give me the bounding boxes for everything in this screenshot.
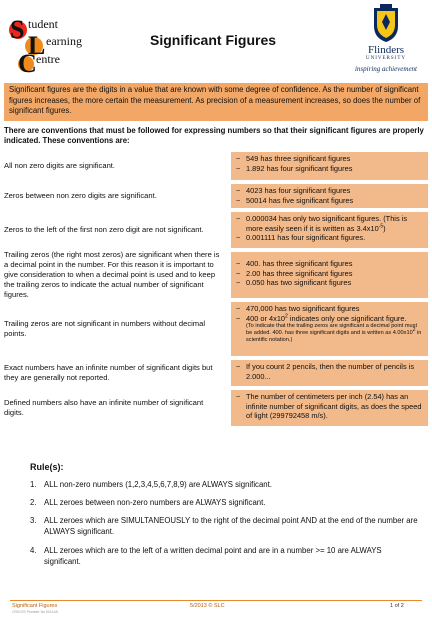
convention-row <box>4 184 428 208</box>
rule-item <box>30 516 420 537</box>
example-item: ~ 0.000034 has only two significant figures. (This is more easily seen if it is written as $3.4x10^{-5}$) <box>235 214 424 233</box>
logo-word-learning: earning <box>46 34 82 48</box>
example-item: ~ 549 has three significant figures <box>235 154 424 164</box>
footer-title: Significant Figures <box>12 603 58 609</box>
university-crest-icon <box>346 4 426 44</box>
example-item: ~ 0.001111 has four significant figures. <box>235 233 424 243</box>
rule-item <box>30 546 420 567</box>
rule-number: 4. <box>30 546 37 555</box>
example-item: ~ The number of centimeters per inch (2.54) has an infinite number of significant digits, as does the speed of light (299792458 m/s). <box>235 392 424 421</box>
footer-divider <box>10 600 422 601</box>
convention-example <box>231 152 428 180</box>
rule-text: ALL zeroes which are to the left of a written decimal point and are in a number >= 10 are ALWAYS significant. <box>44 546 382 566</box>
university-tagline: inspiring achievement <box>354 65 417 73</box>
convention-row <box>4 252 428 298</box>
logo-word-centre: entre <box>36 52 60 66</box>
example-note: (To indicate that the trailing zeros are significant a decimal point must be added. 400. has three significant digits and is written as $4.00x10^2$ in scientific notation.) <box>246 323 422 344</box>
rule-number: 3. <box>30 516 37 525</box>
convention-row <box>4 360 428 386</box>
example-item: ~ 400. has three significant figures <box>235 259 424 269</box>
page-title: Significant Figures <box>150 32 277 48</box>
convention-example <box>231 212 428 248</box>
convention-row <box>4 302 428 356</box>
convention-text: Zeros between non zero digits are significant. <box>4 191 157 200</box>
page-header <box>0 0 432 80</box>
example-item: ~ 1.892 has four significant figures <box>235 164 424 174</box>
example-item: ~ 2.00 has three significant figures <box>235 269 424 279</box>
example-item: ~ 400 or $4x10^2$ indicates only one significant figure. (To indicate that the trailing zeros are significant a decimal point must be added. 400. has three significant digits and is written as $4.00x10^2$ in scientific notation.) <box>235 314 424 345</box>
university-subname: UNIVERSITY <box>366 56 406 61</box>
convention-text: Trailing zeros (the right most zeros) are significant when there is a decimal point in the number. For this reason it is important to give consideration to when a decimal point is used and to keep the trailing zeros to indicate the actual number of significant figures. <box>4 250 220 299</box>
rule-text: ALL zeroes between non-zero numbers are ALWAYS significant. <box>44 498 266 507</box>
convention-example <box>231 360 428 386</box>
rule-item <box>30 480 420 491</box>
logo-letter-s: S <box>10 15 25 44</box>
rules-heading: Rule(s): <box>30 462 64 472</box>
convention-text: Zeros to the left of the first non zero digit are not significant. <box>4 225 204 234</box>
rule-item <box>30 498 420 509</box>
convention-example <box>231 390 428 426</box>
convention-example <box>231 252 428 298</box>
convention-text: Defined numbers also have an infinite number of significant digits. <box>4 398 204 417</box>
example-item: ~ 50014 has five significant figures <box>235 196 424 206</box>
rule-text: ALL non-zero numbers (1,2,3,4,5,6,7,8,9) are ALWAYS significant. <box>44 480 272 489</box>
convention-row <box>4 152 428 180</box>
university-name: Flinders <box>367 44 405 56</box>
logo-letter-c: C <box>18 49 37 74</box>
flinders-logo <box>346 4 426 78</box>
example-item: ~ 4023 has four significant figures <box>235 186 424 196</box>
rule-text: ALL zeroes which are SIMULTANEOUSLY to the right of the decimal point AND at the end of the number are ALWAYS significant. <box>44 516 418 536</box>
logo-letter-l: L <box>28 31 46 60</box>
page-footer <box>0 600 432 624</box>
rule-number: 2. <box>30 498 37 507</box>
intro-box: Significant figures are the digits in a value that are known with some degree of confidence. As the number of significant figures increases, the more certain the measurement. As precision of a measurement increases, so does the number of significant figures. <box>4 83 428 121</box>
convention-example <box>231 184 428 208</box>
convention-text: Trailing zeros are not significant in numbers without decimal points. <box>4 319 206 338</box>
convention-example <box>231 302 428 356</box>
convention-row <box>4 390 428 426</box>
example-item: ~ If you count 2 pencils, then the number of pencils is 2.000... <box>235 362 424 381</box>
page-number: 1 of 2 <box>390 603 404 609</box>
example-item: ~ 470,000 has two significant figures <box>235 304 424 314</box>
convention-row <box>4 212 428 248</box>
footer-cricos: CRICOS Provider No 00114A <box>12 610 58 614</box>
convention-text: Exact numbers have an infinite number of significant digits but they are generally not reported. <box>4 363 213 382</box>
logo-word-student: tudent <box>28 17 58 31</box>
rule-number: 1. <box>30 480 37 489</box>
conventions-heading: There are conventions that must be followed for expressing numbers so that their significant figures are properly indicated. These conventions are: <box>4 126 424 145</box>
example-item: ~ 0.050 has two significant figures <box>235 278 424 288</box>
convention-text: All non zero digits are significant. <box>4 161 116 170</box>
footer-date: 5/2013 © SLC <box>190 603 225 609</box>
slc-logo <box>4 4 124 74</box>
